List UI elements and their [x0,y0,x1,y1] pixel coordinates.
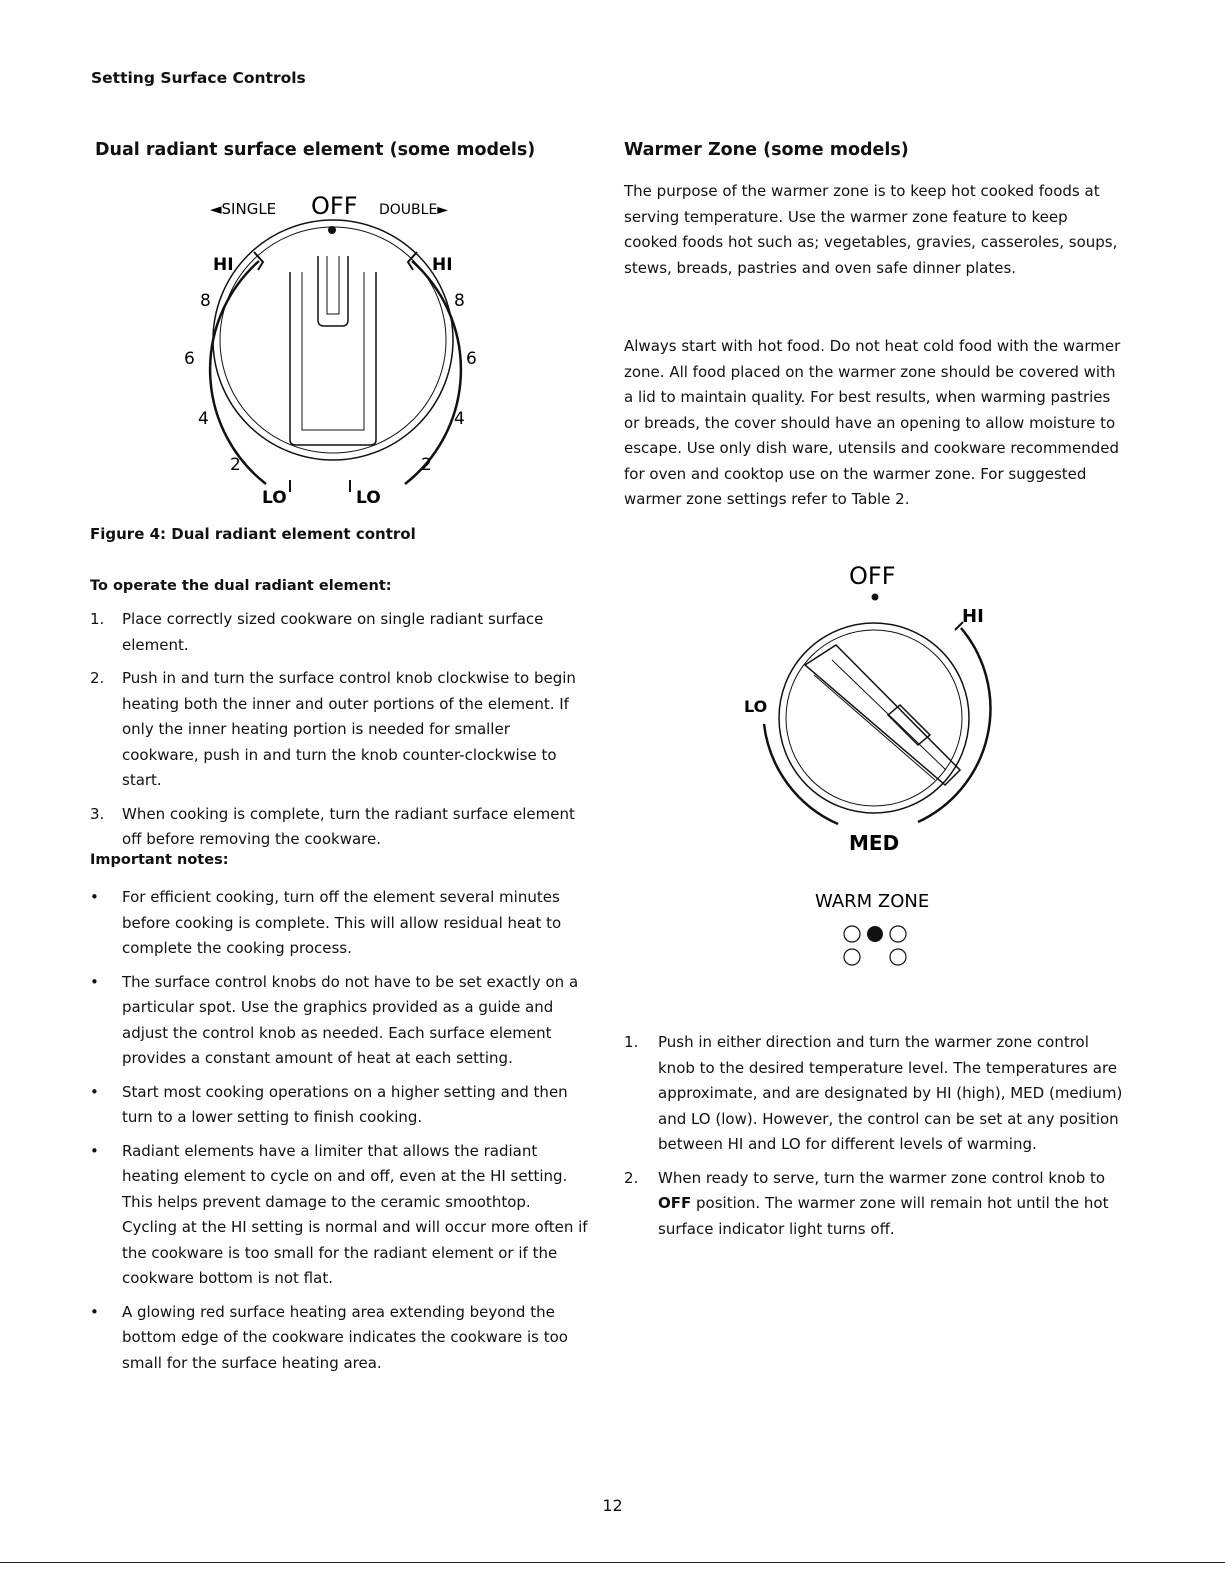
figure-caption: Figure 4: Dual radiant element control [90,525,416,543]
step-item: 2. When ready to serve, turn the warmer zone control knob to OFF position. The warmer zone will remain hot until the hot surface indicator light turns off. [624,1168,1109,1238]
zone-indicator-empty [844,926,860,942]
warm-off-label: OFF [849,562,896,590]
dual-radiant-heading: Dual radiant surface element (some models) [95,140,536,160]
warm-off-dot [872,594,879,601]
step-item: 3. When cooking is complete, turn the radiant surface element off before removing the cookware. [90,804,575,848]
warm-lo-label: LO [744,697,768,716]
step-item: 1. Push in either direction and turn the warmer zone control knob to the desired temperature level. The temperatures are approximate, and are designated by HI (high), MED (medium) and LO (low). However, the control can be set at any position between HI and LO for different levels of warming. [624,1033,1123,1153]
left-scale-arc [210,261,266,484]
zone-indicator-filled [867,926,883,942]
warmer-zone-steps [624,1030,1124,1242]
off-label: OFF [311,192,358,220]
right-mark-4: 4 [454,409,465,429]
knob-outer [213,220,453,460]
right-mark-lo: LO [356,488,381,508]
warm-hi-label: HI [962,606,984,627]
step-item: 1. Place correctly sized cookware on single radiant surface element. [90,610,544,654]
section-header: Setting Surface Controls [91,69,306,87]
operate-heading: To operate the dual radiant element: [90,578,392,594]
left-mark-2: 2 [230,455,241,475]
dual-radiant-dial-figure [160,185,520,515]
right-mark-hi: HI [432,255,453,275]
single-label: ◄SINGLE [210,200,277,218]
zone-indicator-empty [844,949,860,965]
right-mark-2: 2 [421,455,432,475]
right-mark-6: 6 [466,349,477,369]
warmer-zone-heading: Warmer Zone (some models) [624,140,909,160]
left-mark-6: 6 [184,349,195,369]
step-item: 2. Push in and turn the surface control knob clockwise to begin heating both the inner and outer portions of the element. If only the inner heating portion is needed for smaller cookware, push in and turn the knob counter-clockwise to start. [90,669,576,789]
dual-radiant-steps [90,607,590,853]
left-mark-8: 8 [200,291,211,311]
warm-knob-inner [786,630,962,806]
bottom-rule [0,1562,1225,1563]
important-notes-heading: Important notes: [90,852,229,868]
warm-med-label: MED [849,831,900,855]
note-item: • For efficient cooking, turn off the element several minutes before cooking is complete. This will allow residual heat to complete the cooking process. [90,888,562,957]
warmer-zone-paragraph-2: Always start with hot food. Do not heat cold food with the warmer zone. All food placed on the warmer zone should be covered with a lid to maintain quality. For best results, when warming pastries or breads, the cover should have an opening to allow moisture to escape. Use only dish ware, utensils and cookware recommended for oven and cooktop use on the warmer zone. For suggested warmer zone settings refer to Table 2. [624,337,1121,508]
zone-indicator-empty [890,949,906,965]
left-mark-4: 4 [198,409,209,429]
left-mark-hi: HI [213,255,234,275]
important-notes-list [90,885,590,1376]
warm-zone-label: WARM ZONE [815,891,930,912]
warm-knob-outer [779,623,969,813]
note-item: • The surface control knobs do not have to be set exactly on a particular spot. Use the graphics provided as a guide and adjust the control knob as needed. Each surface element provides a constant amount of heat at each setting. [90,972,579,1067]
right-scale-arc [405,261,461,484]
warmer-zone-paragraph-1: The purpose of the warmer zone is to keep hot cooked foods at serving temperature. Use the warmer zone feature to keep cooked foods hot such as; vegetables, gravies, casseroles, soups, stews, breads, pastries and oven safe dinner plates. [624,182,1118,277]
note-item: • Radiant elements have a limiter that allows the radiant heating element to cycle on and off, even at the HI setting. This helps prevent damage to the ceramic smoothtop. Cycling at the HI setting is normal and will occur more often if the cookware is too small for the radiant element or if the cookware bottom is not flat. [90,1141,588,1287]
note-item: • A glowing red surface heating area extending beyond the bottom edge of the cookware indicates the cookware is too small for the surface heating area. [90,1302,568,1372]
double-label: DOUBLE► [379,202,449,218]
warmer-zone-dial-figure [730,555,1030,912]
zone-indicator-empty [890,926,906,942]
left-mark-lo: LO [262,488,287,508]
page-number: 12 [602,1496,623,1515]
right-mark-8: 8 [454,291,465,311]
note-item: • Start most cooking operations on a higher setting and then turn to a lower setting to finish cooking. [90,1082,568,1126]
